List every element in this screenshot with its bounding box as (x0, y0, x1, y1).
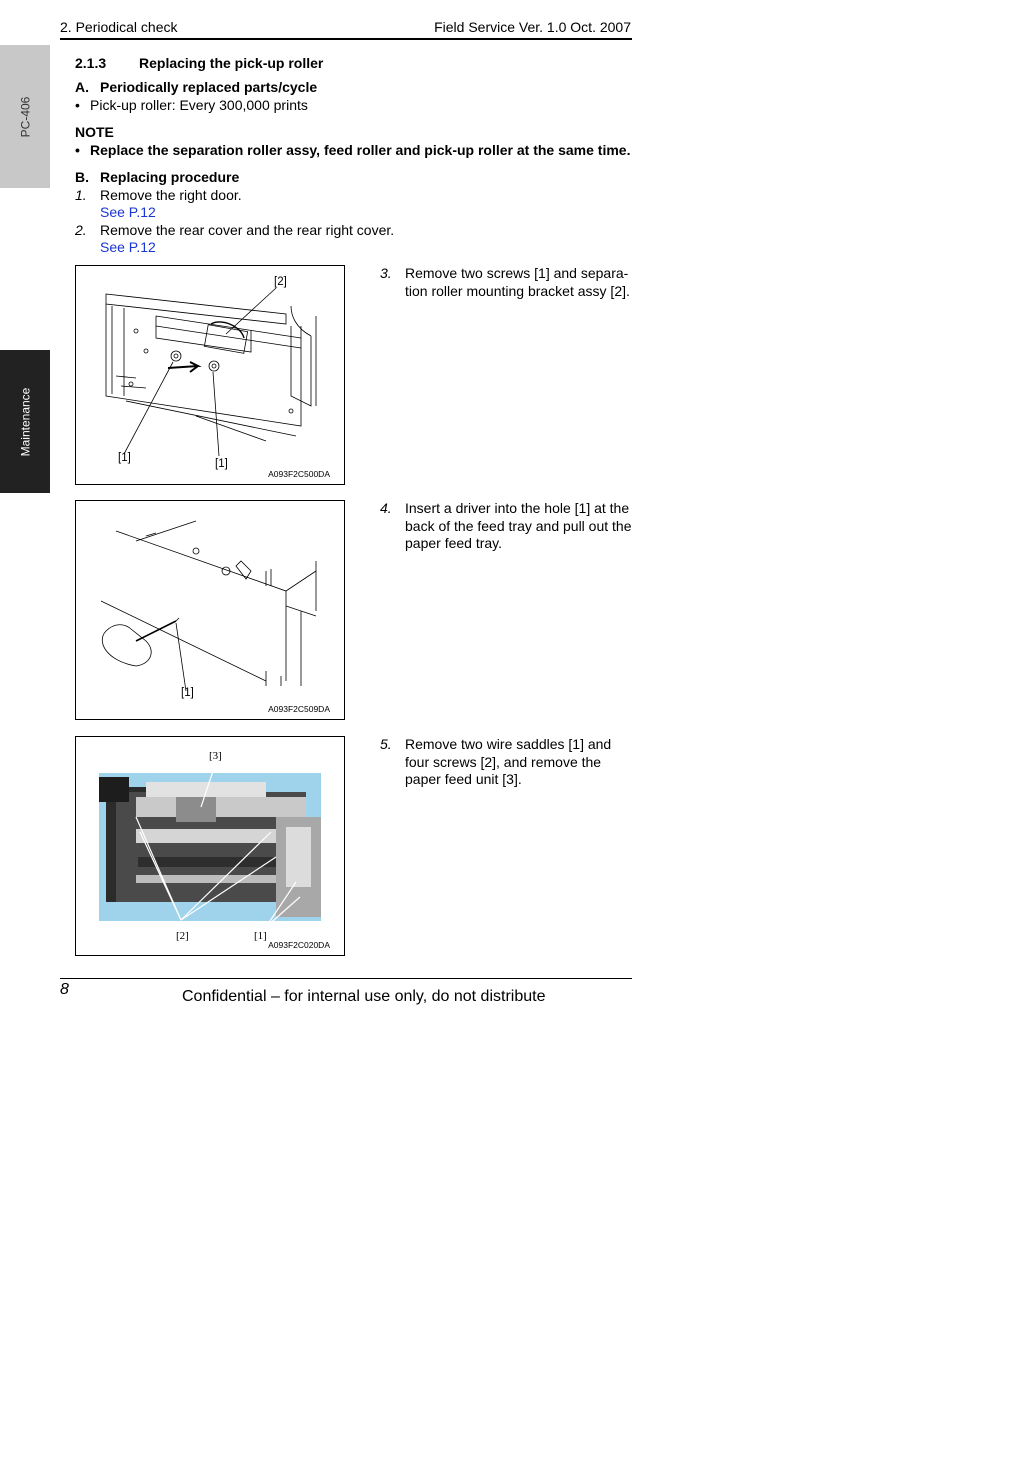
step-1-number: 1. (75, 187, 87, 203)
step-4-text: Insert a driver into the hole [1] at the back of the feed tray and pull out the paper feed tray. (405, 500, 632, 551)
separation-roller-drawing (76, 266, 346, 486)
fig3-code: A093F2C020DA (268, 940, 330, 950)
fig3-callout-3: [3] (209, 750, 222, 762)
header-section-title: 2. Periodical check (60, 19, 178, 35)
paper-feed-unit-photo (76, 737, 346, 957)
note-title: NOTE (75, 124, 114, 140)
side-tab-model-label: PC-406 (18, 96, 32, 137)
confidential-notice: Confidential – for internal use only, do not distribute (182, 988, 546, 1005)
fig1-callout-1a: [1] (118, 452, 131, 464)
page-number: 8 (60, 981, 69, 998)
fig3-callout-2: [2] (176, 930, 189, 942)
footer-rule (60, 978, 632, 979)
part-b-letter: B. (75, 169, 89, 185)
header-rule (60, 38, 632, 40)
step-4-number: 4. (380, 500, 392, 516)
note-bullet: • (75, 142, 80, 158)
part-a-bullet: • (75, 97, 80, 113)
step-1-text: Remove the right door. (100, 187, 242, 203)
note-text: Replace the separation roller assy, feed roller and pick-up roller at the same time. (90, 142, 631, 158)
fig2-code: A093F2C509DA (268, 704, 330, 714)
part-b-title: Replacing procedure (100, 169, 240, 185)
header-version: Field Service Ver. 1.0 Oct. 2007 (434, 19, 631, 35)
fig3-callout-1: [1] (254, 930, 267, 942)
figure-feed-tray (75, 500, 345, 720)
side-tab-section-label: Maintenance (18, 387, 32, 456)
step-5-text: Remove two wire saddles [1] and four screws [2], and remove the paper feed unit [3]. (405, 736, 612, 787)
step-3-number: 3. (380, 265, 392, 281)
fig2-callout-1: [1] (181, 687, 194, 699)
fig1-code: A093F2C500DA (268, 469, 330, 479)
section-title: Replacing the pick-up roller (139, 55, 324, 71)
step-2-text: Remove the rear cover and the rear right cover. (100, 222, 395, 238)
part-a-title: Periodically replaced parts/cycle (100, 79, 318, 95)
part-a-letter: A. (75, 79, 89, 95)
step-2-number: 2. (75, 222, 87, 238)
step-3-text: Remove two screws [1] and separa-tion roller mounting bracket assy [2]. (405, 265, 630, 299)
figure-separation-roller (75, 265, 345, 485)
fig1-callout-2: [2] (274, 276, 287, 288)
step-2-link[interactable]: See P.12 (100, 239, 156, 255)
part-a-item: Pick-up roller: Every 300,000 prints (90, 97, 308, 113)
feed-tray-drawing (76, 501, 346, 721)
figure-paper-feed-unit (75, 736, 345, 956)
section-number: 2.1.3 (75, 55, 107, 71)
step-1-link[interactable]: See P.12 (100, 204, 156, 220)
fig1-callout-1b: [1] (215, 458, 228, 470)
step-5-number: 5. (380, 736, 392, 752)
